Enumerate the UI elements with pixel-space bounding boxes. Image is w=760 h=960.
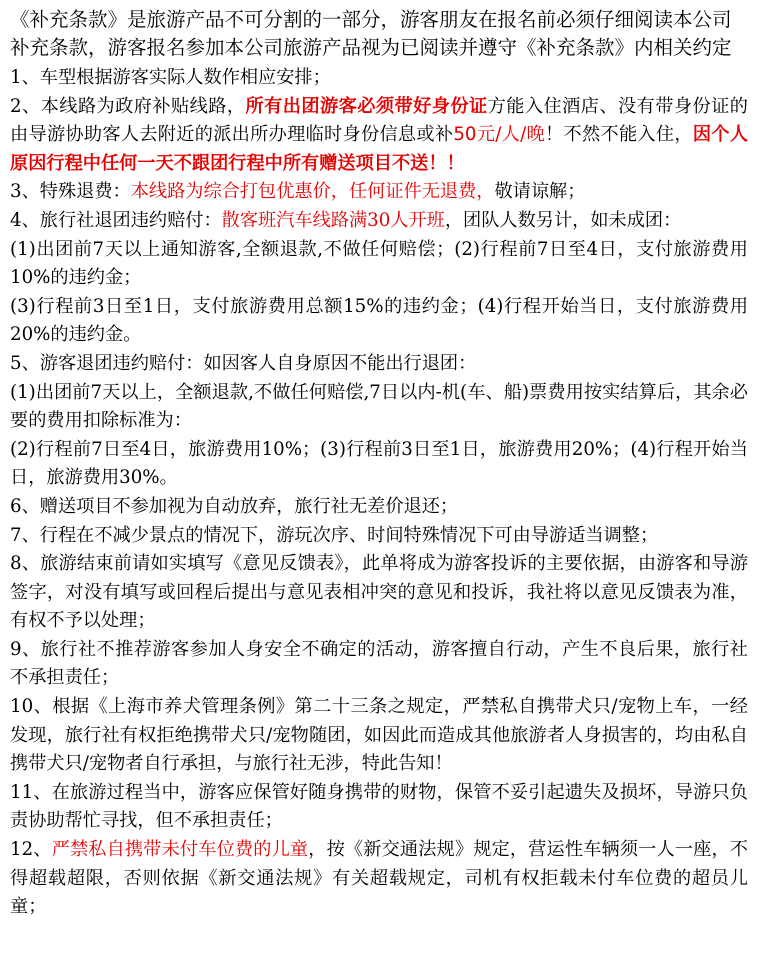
- clause-2-fee: 50元/人/晚: [453, 124, 546, 146]
- clause-1: 1、车型根据游客实际人数作相应安排；: [10, 67, 331, 88]
- clause-4-text: ，团队人数另计，如未成团：: [444, 209, 682, 231]
- clause-8: 8、旅游结束前请如实填写《意见反馈表》，此单将成为游客投诉的主要依据，由游客和导游签字，对没有填写或回程后提出与意见表相冲突的意见和投诉，我社将以意见反馈表为准，有权不予以处理；: [10, 553, 748, 632]
- clause-11: 11、在旅游过程当中，游客应保管好随身携带的财物，保管不妥引起遗失及损坏，导游只负责协助帮忙寻找，但不承担责任；: [10, 781, 748, 832]
- clause-5: 5、游客退团违约赔付：如因客人自身原因不能出行退团：: [10, 352, 477, 374]
- clause-4-item-1-2: (1)出团前7天以上通知游客,全额退款,不做任何赔偿；(2)行程前7日至4日，支付旅游费用10%的违约金；: [10, 238, 748, 289]
- clause-10: 10、根据《上海市养犬管理条例》第二十三条之规定，严禁私自携带犬只/宠物上车，一经发现，旅行社有权拒绝携带犬只/宠物随团，如因此而造成其他旅游者人身损害的，均由私自携带犬只/宠物者自行承担，与旅行社无涉，特此告知！: [10, 696, 748, 775]
- clause-4: [10, 207, 748, 236]
- clause-2-id-requirement: 所有出团游客必须带好身份证: [245, 95, 488, 117]
- clause-5-item-1: (1)出团前7天以上，全额退款,不做任何赔偿,7日以内-机(车、船)票费用按实结算后，其余必要的费用扣除标准为：: [10, 381, 748, 432]
- clause-3-highlight: 本线路为综合打包优惠价，任何证件无退费，: [130, 181, 495, 203]
- intro-paragraph: 《补充条款》是旅游产品不可分割的一部分，游客朋友在报名前必须仔细阅读本公司补充条款，游客报名参加本公司旅游产品视为已阅读并遵守《补充条款》内相关约定: [10, 8, 732, 59]
- clause-2-text: 2、本线路为政府补贴线路，: [10, 95, 246, 117]
- clause-12-highlight: 严禁私自携带未付车位费的儿童: [51, 839, 309, 861]
- clause-2-text: ！不然不能入住，: [545, 124, 693, 146]
- clause-5-item-2-4: (2)行程前7日至4日，旅游费用10%；(3)行程前3日至1日，旅游费用20%；(4)行程开始当日，旅游费用30%。: [10, 438, 748, 489]
- clause-12-number: 12、: [10, 839, 52, 861]
- clause-4-item-3-4: (3)行程前3日至1日，支付旅游费用总额15%的违约金；(4)行程开始当日，支付旅游费用20%的违约金。: [10, 295, 748, 346]
- clause-9: 9、旅行社不推荐游客参加人身安全不确定的活动，游客擅自行动，产生不良后果，旅行社不承担责任；: [10, 638, 748, 689]
- clause-3-text: 3、特殊退费：: [10, 181, 131, 203]
- clause-4-highlight: 散客班汽车线路满30人开班: [221, 209, 445, 231]
- clause-4-text: 4、旅行社退团违约赔付：: [10, 209, 222, 231]
- clause-2: [10, 93, 748, 179]
- clause-2-text: 方能入住酒店、没有带身份证的由导游协助客人去附近的派出所办理临时身份信息或补: [10, 95, 748, 146]
- clause-6: 6、赠送项目不参加视为自动放弃，旅行社无差价退还；: [10, 495, 459, 517]
- clause-3-text: 敬请谅解；: [494, 181, 586, 203]
- clause-12: [10, 836, 748, 922]
- clause-2-warning: 因个人原因行程中任何一天不跟团行程中所有赠送项目不送！！: [10, 124, 748, 174]
- clause-7: 7、行程在不减少景点的情况下，游玩次序、时间特殊情况下可由导游适当调整；: [10, 524, 659, 546]
- clause-3: [10, 178, 748, 207]
- clause-12-text: ，按《新交通法规》规定，营运性车辆须一人一座，不得超载超限，否则依据《新交通法规》有关超载规定，司机有权拒载未付车位费的超员儿童；: [10, 839, 748, 918]
